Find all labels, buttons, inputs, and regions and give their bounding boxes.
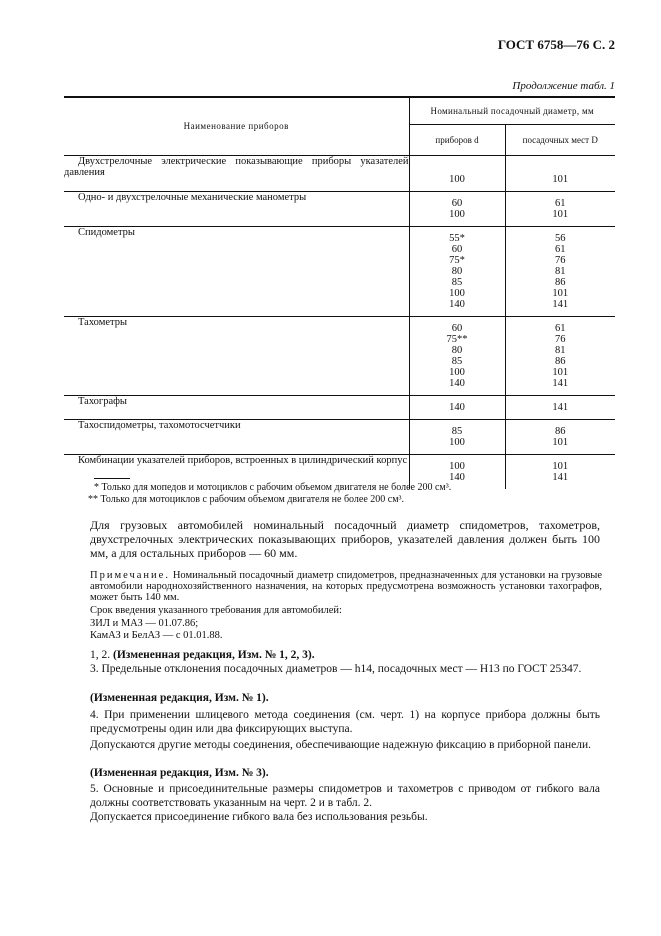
note-deadline-kamaz-belaz: КамАЗ и БелАЗ — с 01.01.88. <box>90 630 223 641</box>
instrument-name: Двухстрелочные электрические показывающие приборы указателей давления <box>64 156 409 192</box>
paragraph-1-2: 1, 2. (Измененная редакция, Изм. № 1, 2, 3). <box>90 649 315 661</box>
paragraph-4-amendment: (Измененная редакция, Изм. № 3). <box>90 767 269 779</box>
page-header: ГОСТ 6758—76 С. 2 <box>497 37 615 52</box>
seat-diameter-values <box>505 317 615 396</box>
instrument-diameter-values <box>409 227 505 317</box>
diameter-value: 75* <box>449 255 465 266</box>
table-row <box>64 192 615 227</box>
instrument-diameter-values <box>409 317 505 396</box>
diameter-value: 101 <box>552 174 569 185</box>
diameter-value: 85 <box>451 277 463 288</box>
note-deadline-intro: Срок введения указанного требования для автомобилей: <box>90 605 342 616</box>
diameter-value: 101 <box>552 288 569 299</box>
note <box>90 570 602 603</box>
diameter-value: 80 <box>451 345 463 356</box>
diameter-value: 86 <box>555 426 566 437</box>
table-row <box>64 420 615 455</box>
instrument-diameter-values <box>409 396 505 420</box>
diameter-value: 100 <box>449 367 465 378</box>
instrument-diameter-values <box>409 420 505 455</box>
header-instrument-name: Наименование приборов <box>64 97 409 156</box>
diameter-value: 140 <box>449 378 465 389</box>
seat-diameter-values <box>505 420 615 455</box>
note-label: Примечание. <box>90 570 170 581</box>
diameter-value: 85 <box>451 356 463 367</box>
diameter-value: 101 <box>552 461 569 472</box>
diameter-value: 100 <box>449 288 465 299</box>
diameter-value: 141 <box>552 378 569 389</box>
seat-diameter-values <box>505 192 615 227</box>
instrument-name: Тахографы <box>64 396 409 420</box>
diameter-value: 101 <box>552 437 569 448</box>
table-row <box>64 156 615 192</box>
seat-diameter-values <box>505 396 615 420</box>
diameter-value: 101 <box>552 209 569 220</box>
header-instrument-d: приборов d <box>409 125 505 156</box>
diameter-value: 61 <box>555 198 566 209</box>
paragraph-5-flexible-shaft: Допускается присоединение гибкого вала без использования резьбы. <box>90 811 428 823</box>
table-row <box>64 227 615 317</box>
seat-diameter-values <box>505 455 615 490</box>
diameter-value: 100 <box>449 437 465 448</box>
paragraph-5: 5. Основные и присоединительные размеры спидометров и тахометров с приводом от гибкого вала должны соответствовать указанным на черт. 2 и в табл. 2. <box>90 783 600 809</box>
diameter-value: 76 <box>555 255 566 266</box>
instrument-name: Тахоспидометры, тахомотосчетчики <box>64 420 409 455</box>
note-deadline-zil-maz: ЗИЛ и МАЗ — 01.07.86; <box>90 618 199 629</box>
diameter-value: 75** <box>446 334 468 345</box>
diameter-value: 141 <box>552 402 569 413</box>
table-continuation-label: Продолжение табл. 1 <box>512 80 615 92</box>
diameter-value: 76 <box>555 334 566 345</box>
diameter-value: 141 <box>552 299 569 310</box>
diameter-value: 141 <box>552 472 569 483</box>
footnote-1: * Только для мопедов и мотоциклов с рабочим объемом двигателя не более 200 см³. <box>94 482 452 493</box>
diameter-value: 60 <box>451 323 463 334</box>
seat-diameter-values <box>505 156 615 192</box>
instrument-name: Одно- и двухстрелочные механические манометры <box>64 192 409 227</box>
diameter-value: 86 <box>555 356 566 367</box>
diameter-value: 140 <box>449 402 465 413</box>
diameter-value: 81 <box>555 266 566 277</box>
paragraph-4: 4. При применении шлицевого метода соединения (см. черт. 1) на корпусе прибора должны быть предусмотрены один или два фиксирующих выступа. <box>90 709 600 735</box>
diameter-value: 140 <box>449 472 465 483</box>
diameter-value: 85 <box>451 426 463 437</box>
diameter-value: 81 <box>555 345 566 356</box>
diameter-value: 86 <box>555 277 566 288</box>
diameter-value: 100 <box>449 209 465 220</box>
header-seat-D: посадочных мест D <box>505 125 615 156</box>
header-nominal-diameter: Номинальный посадочный диаметр, мм <box>409 97 615 125</box>
diameter-value: 61 <box>555 323 566 334</box>
diameter-value: 61 <box>555 244 566 255</box>
instrument-name: Тахометры <box>64 317 409 396</box>
diameter-value: 100 <box>449 461 465 472</box>
table-row <box>64 317 615 396</box>
paragraph-3-amendment: (Измененная редакция, Изм. № 1). <box>90 692 269 704</box>
footnote-rule <box>94 478 130 479</box>
diameter-value: 140 <box>449 299 465 310</box>
footnote-2: ** Только для мотоциклов с рабочим объемом двигателя не более 200 см³. <box>88 494 405 505</box>
diameter-value: 80 <box>451 266 463 277</box>
diameter-value: 55* <box>449 233 465 244</box>
paragraph-4-methods: Допускаются другие методы соединения, обеспечивающие надежную фиксацию в приборной панели. <box>90 739 592 751</box>
diameter-value: 56 <box>555 233 566 244</box>
table-row <box>64 396 615 420</box>
paragraph-trucks: Для грузовых автомобилей номинальный посадочный диаметр спидометров, тахометров, двухстрелочных электрических показывающих приборов, указателей давления должен быть 100 мм, а для остальных приборов — 60 мм. <box>90 518 600 560</box>
diameter-value: 101 <box>552 367 569 378</box>
instrument-diameter-table <box>64 96 615 489</box>
seat-diameter-values <box>505 227 615 317</box>
instrument-diameter-values <box>409 192 505 227</box>
diameter-value: 100 <box>449 174 465 185</box>
diameter-value: 60 <box>451 244 463 255</box>
instrument-diameter-values <box>409 156 505 192</box>
paragraph-3: 3. Предельные отклонения посадочных диаметров — h14, посадочных мест — H13 по ГОСТ 25347. <box>90 663 582 675</box>
diameter-value: 60 <box>451 198 463 209</box>
instrument-name: Комбинации указателей приборов, встроенных в цилиндрический корпус <box>78 455 408 466</box>
note-text: Номинальный посадочный диаметр спидометров, предназначенных для установки на грузовые автомобили народнохозяйственного назначения, на которых предусмотрена возможность установки тахографов, может быть 140 мм. <box>90 570 602 603</box>
instrument-name: Спидометры <box>64 227 409 317</box>
